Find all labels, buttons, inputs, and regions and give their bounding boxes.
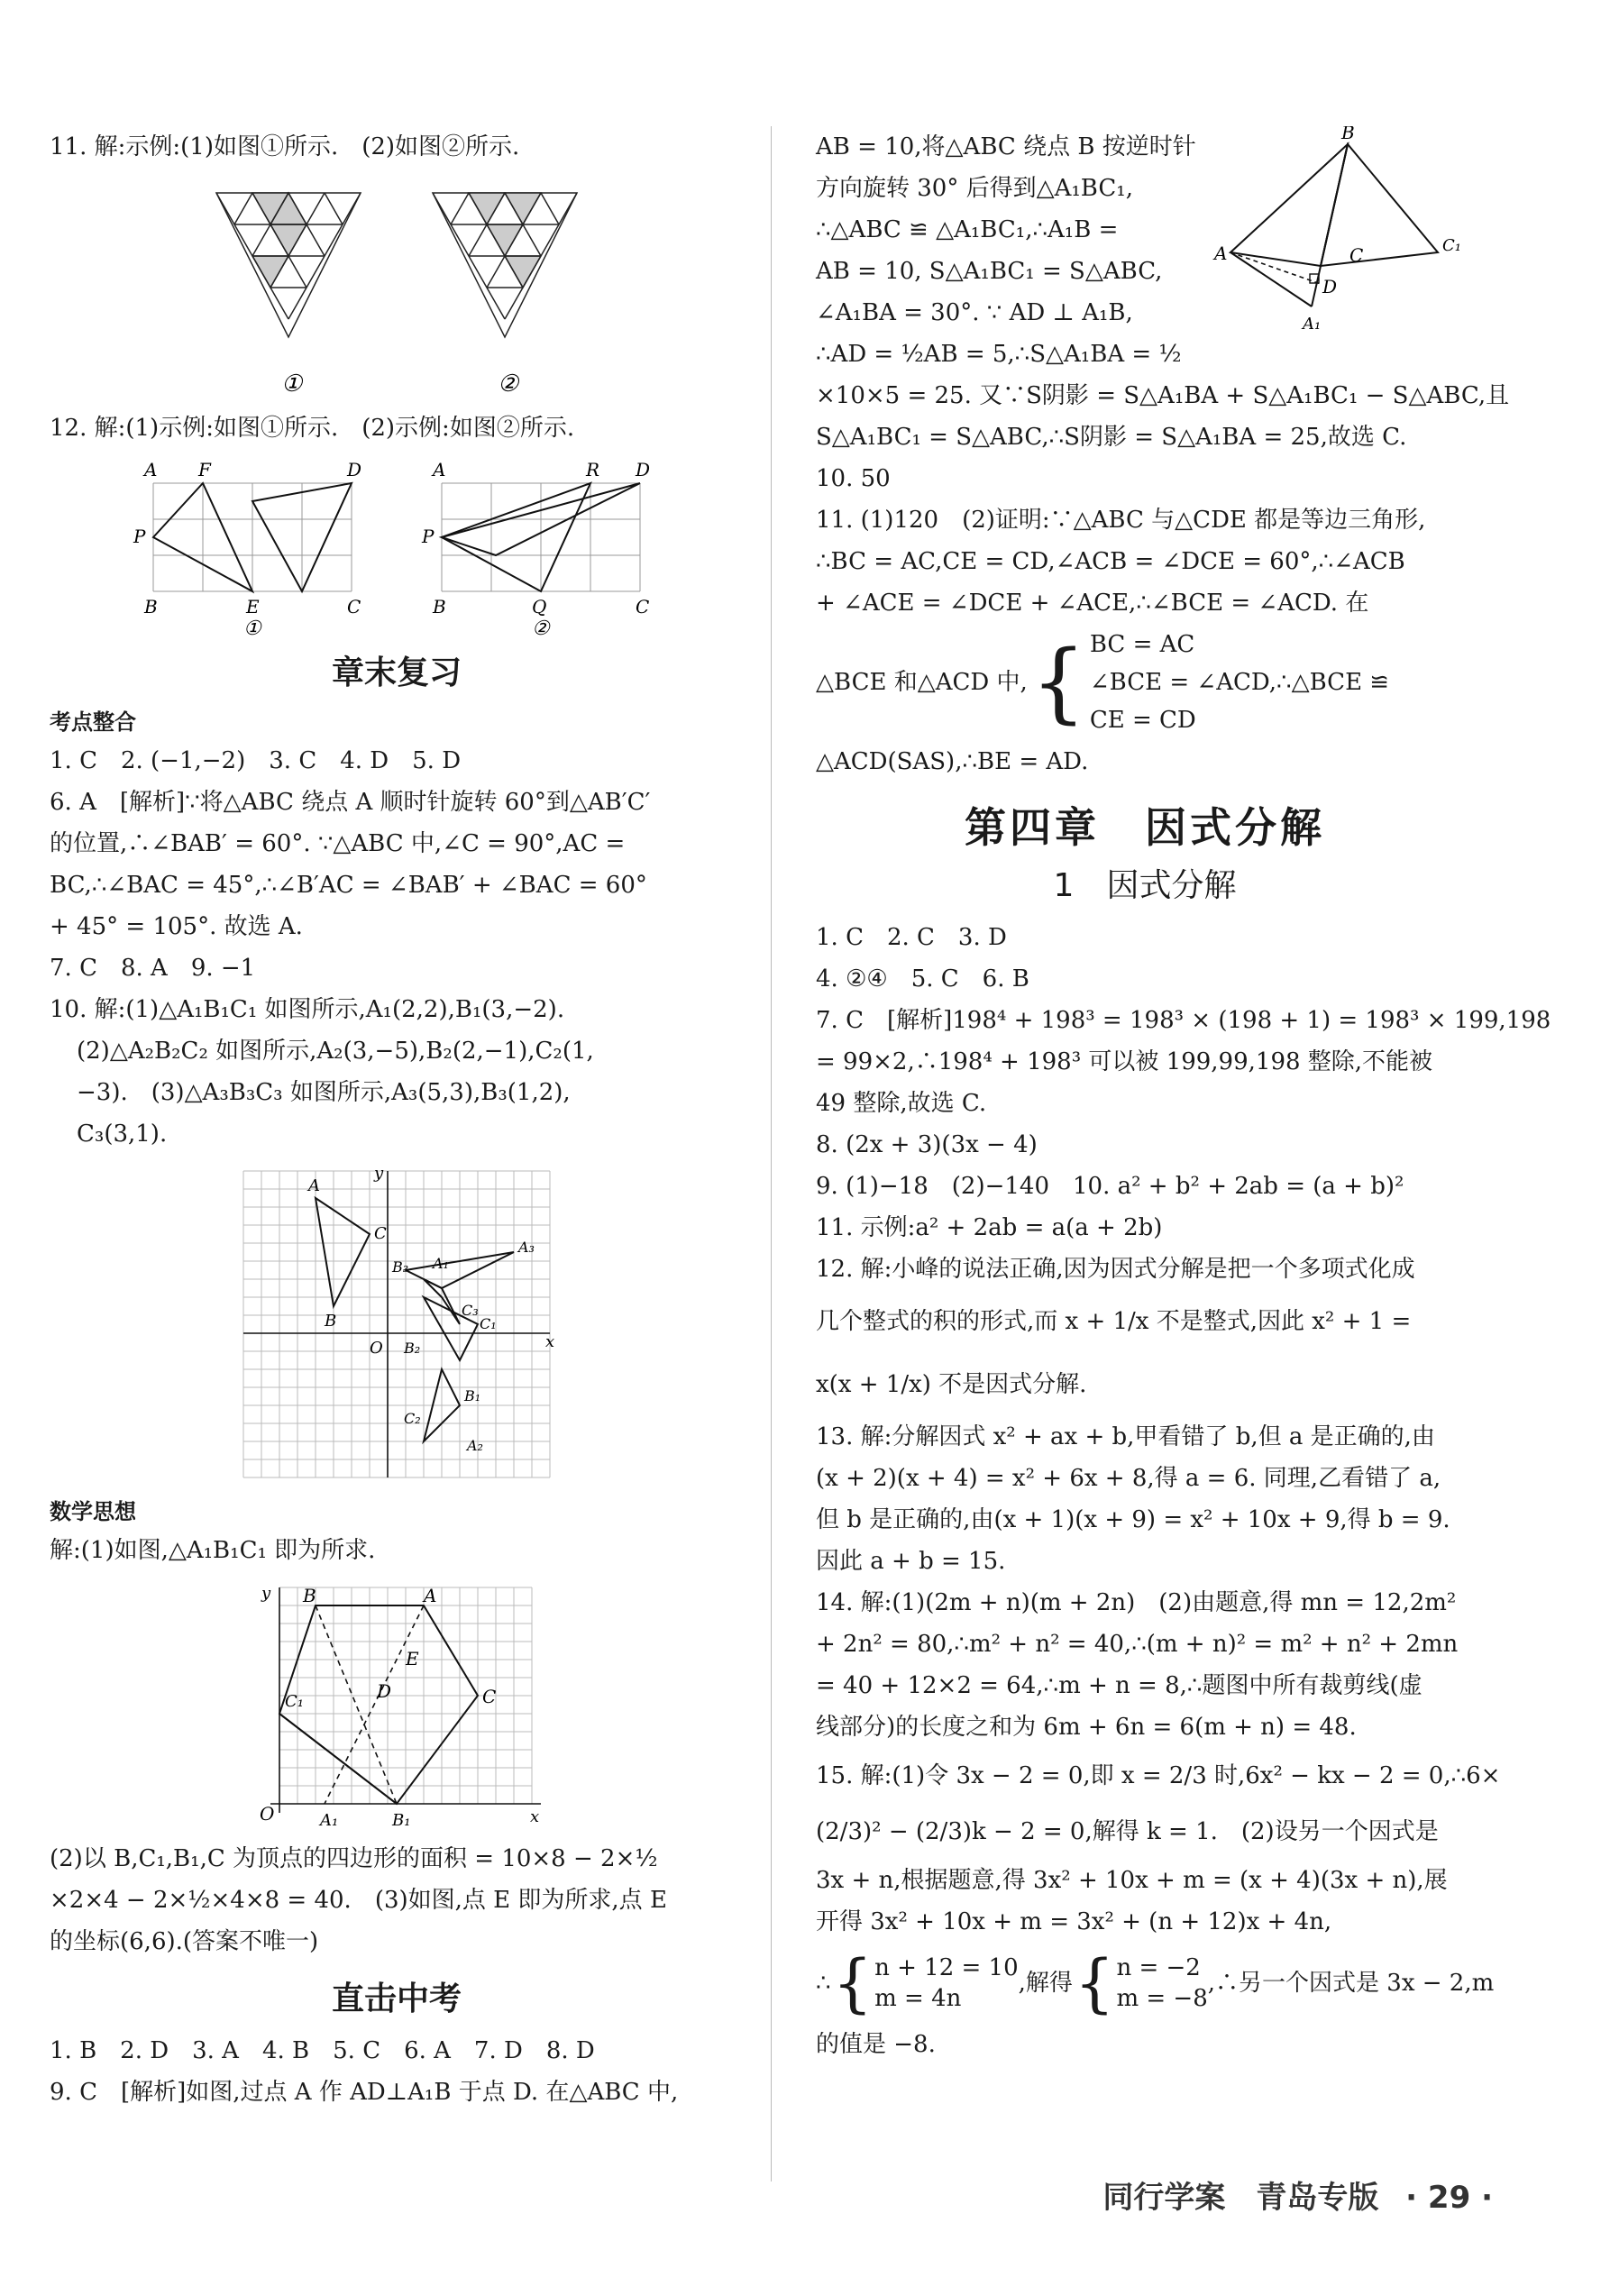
fig10-C: C [374,1224,387,1243]
figsx-y: y [261,1584,271,1603]
sx-line-3: ×2×4 − 2×½×4×8 = 40. (3)如图,点 E 即为所求,点 E [50,1887,667,1914]
fig12b-num: ② [532,617,550,636]
s-sys-c: n = −2 [1116,1954,1201,1981]
fig10-B: B [325,1312,337,1331]
r-sys-2: ∠BCE = ∠ACD,∴△BCE ≌ [1089,669,1390,696]
r-line-3: ∴△ABC ≌ △A₁BC₁,∴A₁B = [816,216,1119,243]
zhiji-heading: 直击中考 [331,1980,462,2017]
fig12b-R: R [586,459,600,480]
kd-line-4: BC,∴∠BAC = 45°,∴∠B′AC = ∠BAB′ + ∠BAC = 60° [50,872,647,899]
sixiang-heading: 数学思想 [50,1499,136,1524]
r-line-10: 11. (1)120 (2)证明:∵△ABC 与△CDE 都是等边三角形, [816,507,1426,534]
right-column [816,126,1551,2065]
sx-line-4: 的坐标(6,6).(答案不唯一) [50,1928,319,1955]
figsx-A1: A₁ [320,1811,339,1830]
fig12b-D: D [636,459,651,480]
s-line-12: 13. 解:分解因式 x² + ax + b,甲看错了 b,但 a 是正确的,由 [816,1423,1435,1450]
r-line-6: ∴AD = ½AB = 5,∴S△A₁BA = ½ [816,341,1182,368]
s-sys-mid: ,解得 [1018,1970,1073,1997]
kd-line-8: (2)△A₂B₂C₂ 如图所示,A₂(3,−5),B₂(2,−1),C₂(1, [77,1038,594,1065]
brace-1: { [832,1946,874,2020]
r-sys-1: BC = AC [1089,631,1195,658]
fig10-A: A [308,1176,320,1195]
kd-line-6: 7. C 8. A 9. −1 [50,955,256,982]
s-line-7: 9. (1)−18 (2)−140 10. a² + b² + 2ab = (a + b)² [816,1173,1404,1200]
figsx-D: D [377,1680,392,1702]
fig12a-E: E [246,596,260,617]
fig10-B2: B₂ [404,1340,421,1357]
r-sys-prefix: △BCE 和△ACD 中, [816,669,1028,696]
s-system-block [816,1943,1495,2024]
fig12b-C: C [636,596,650,617]
fig12a-B: B [144,596,158,617]
footer-brand: 同行学案 青岛专版 [1102,2180,1379,2216]
r-line-9: 10. 50 [816,465,891,492]
fig12b-B: B [433,596,446,617]
r-line-12: + ∠ACE = ∠DCE + ∠ACE,∴∠BCE = ∠ACD. 在 [816,590,1369,617]
fig10-B1: B₁ [464,1387,481,1404]
kd-line-1: 1. C 2. (−1,−2) 3. C 4. D 5. D [50,747,462,774]
s-sys-d: m = −8 [1116,1985,1208,2012]
r-system-block [816,624,1474,741]
s-sys-a: n + 12 = 10 [874,1954,1019,1981]
r-line-7: ×10×5 = 25. 又∵S阴影 = S△A₁BA + S△A₁BC₁ − S△ABC,且 [816,382,1510,409]
fig10-C2: C₂ [404,1410,421,1427]
fig10-A3: A₃ [518,1239,535,1256]
s-line-18: = 40 + 12×2 = 64,∴m + n = 8,∴题图中所有裁剪线(虚 [816,1672,1423,1699]
s-line-9: 12. 解:小峰的说法正确,因为因式分解是把一个多项式化成 [816,1256,1415,1283]
s-line-23: 开得 3x² + 10x + m = 3x² + (n + 12)x + 4n, [816,1908,1332,1935]
figsx-x: x [530,1807,540,1826]
s-line-2: 4. ②④ 5. C 6. B [816,965,1029,992]
r-line-5: ∠A₁BA = 30°. ∵ AD ⊥ A₁B, [816,299,1133,326]
fig10-O: O [370,1339,383,1358]
fig10-x: x [545,1332,555,1351]
s-line-21: (2/3)² − (2/3)k − 2 = 0,解得 k = 1. (2)设另一个因式是 [816,1818,1439,1845]
zj-line-2: 9. C [解析]如图,过点 A 作 AD⊥A₁B 于点 D. 在△ABC 中, [50,2079,679,2106]
s-sys-b: m = 4n [874,1985,962,2012]
fig12b-P: P [422,526,435,547]
s-line-8: 11. 示例:a² + 2ab = a(a + 2b) [816,1214,1163,1241]
fig11-label-1: ① [281,370,303,398]
r-sys-3: CE = CD [1089,707,1196,734]
fig10-A1: A₁ [433,1255,449,1272]
fig12b-Q: Q [532,596,547,617]
s-line-3: 7. C [解析]198⁴ + 198³ = 198³ × (198 + 1) = 198³ × 199,198 [816,1007,1551,1034]
fig12b-A: A [433,459,446,480]
figsx-A: A [424,1585,437,1606]
s-line-11: x(x + 1/x) 不是因式分解. [816,1371,1087,1398]
r-line-4: AB = 10, S△A₁BC₁ = S△ABC, [816,258,1163,285]
s-line-14: 但 b 是正确的,由(x + 1)(x + 9) = x² + 10x + 9,得 b = 9. [816,1506,1450,1533]
figsx-O: O [260,1803,275,1825]
kd-line-10: C₃(3,1). [77,1121,168,1148]
figsx-C1: C₁ [285,1692,304,1711]
s-line-20: 15. 解:(1)令 3x − 2 = 0,即 x = 2/3 时,6x² − kx − 2 = 0,∴6× [816,1762,1501,1789]
figure-12 [50,456,744,636]
therefore-sign: ∴ [816,1970,831,1997]
fig9-A1: A₁ [1303,315,1322,334]
page-number: · 29 · [1405,2180,1493,2216]
fig9-A: A [1214,242,1228,264]
s-line-19: 线部分)的长度之和为 6m + 6n = 6(m + n) = 48. [816,1714,1357,1741]
fig12a-C: C [347,596,361,617]
fig12a-D: D [347,459,362,480]
r-line-8: S△A₁BC₁ = S△ABC,∴S阴影 = S△A₁BA = 25,故选 C. [816,424,1407,451]
figure-10 [50,1162,744,1486]
figsx-B: B [303,1585,316,1606]
fig11-label-2: ② [498,370,519,398]
fig10-y: y [374,1164,384,1183]
sx-line-1: 解:(1)如图,△A₁B₁C₁ 即为所求. [50,1537,376,1564]
s-line-13: (x + 2)(x + 4) = x² + 6x + 8,得 a = 6. 同理,乙看错了 a, [816,1465,1441,1492]
coordinate-grid-10 [234,1162,559,1486]
section-title: 1 因式分解 [1053,867,1237,904]
fig12a-A: A [144,459,158,480]
fig9-C1: C₁ [1442,236,1461,255]
triangle-grid-1 [198,175,379,400]
fig10-C1: C₁ [480,1315,497,1332]
s-line-25: 的值是 −8. [816,2031,936,2058]
left-brace: { [1030,632,1086,733]
rectangle-grid-1 [126,456,379,636]
fig10-B3: B₃ [392,1258,409,1276]
figure-11 [50,175,744,400]
triangle-grid-2 [415,175,595,400]
r-line-2: 方向旋转 30° 后得到△A₁BC₁, [816,175,1133,202]
left-column [50,126,744,2113]
page-footer [1102,2173,1493,2217]
rectangle-grid-2 [415,456,667,636]
column-divider [771,126,772,2182]
q11-text: 11. 解:示例:(1)如图①所示. (2)如图②所示. [50,133,520,160]
review-heading: 章末复习 [331,654,462,691]
r-line-1: AB = 10,将△ABC 绕点 B 按逆时针 [816,133,1196,160]
s-line-6: 8. (2x + 3)(3x − 4) [816,1131,1038,1158]
fig12a-num: ① [243,617,261,636]
coordinate-grid-sx [243,1578,550,1831]
s-line-16: 14. 解:(1)(2m + n)(m + 2n) (2)由题意,得 mn = 12,2m² [816,1589,1457,1616]
figure-9 [1212,126,1465,343]
fig12a-P: P [133,526,146,547]
figsx-B1: B₁ [392,1811,411,1830]
r-line-11: ∴BC = AC,CE = CD,∠ACB = ∠DCE = 60°,∴∠ACB [816,548,1405,575]
fig9-D: D [1322,276,1338,297]
fig10-A2: A₂ [467,1437,483,1454]
kd-line-7: 10. 解:(1)△A₁B₁C₁ 如图所示,A₁(2,2),B₁(3,−2). [50,996,565,1023]
s-line-5: 49 整除,故选 C. [816,1090,987,1117]
s-line-1: 1. C 2. C 3. D [816,924,1007,951]
q12-text: 12. 解:(1)示例:如图①所示. (2)示例:如图②所示. [50,415,575,442]
sx-line-2: (2)以 B,C₁,B₁,C 为顶点的四边形的面积 = 10×8 − 2×½ [50,1845,658,1872]
s-line-15: 因此 a + b = 15. [816,1548,1006,1575]
kd-line-5: + 45° = 105°. 故选 A. [50,913,303,940]
fig9-C: C [1349,244,1364,266]
kd-line-3: 的位置,∴∠BAB′ = 60°. ∵△ABC 中,∠C = 90°,AC = [50,830,626,857]
figsx-E: E [406,1648,419,1669]
brace-2: { [1074,1946,1115,2020]
kd-line-2: 6. A [解析]∵将△ABC 绕点 A 顺时针旋转 60°到△AB′C′ [50,789,651,816]
s-line-17: + 2n² = 80,∴m² + n² = 40,∴(m + n)² = m² + n² + 2mn [816,1631,1459,1658]
figsx-C: C [482,1686,497,1707]
figure-sx [50,1578,744,1831]
kaodian-heading: 考点整合 [50,709,136,735]
s-line-22: 3x + n,根据题意,得 3x² + 10x + m = (x + 4)(3x + n),展 [816,1867,1448,1894]
fig12a-F: F [198,459,211,480]
r-line-13: △ACD(SAS),∴BE = AD. [816,748,1089,775]
chapter-title: 第四章 因式分解 [965,803,1325,852]
s-line-4: = 99×2,∴198⁴ + 198³ 可以被 199,99,198 整除,不能被 [816,1048,1433,1075]
s-sys-end: ,∴另一个因式是 3x − 2,m [1207,1970,1495,1997]
s-line-10: 几个整式的积的形式,而 x + 1/x 不是整式,因此 x² + 1 = [816,1308,1412,1335]
fig10-C3: C₃ [462,1302,479,1319]
kd-line-9: −3). (3)△A₃B₃C₃ 如图所示,A₃(5,3),B₃(1,2), [77,1079,571,1106]
fig9-B: B [1341,126,1355,143]
zj-line-1: 1. B 2. D 3. A 4. B 5. C 6. A 7. D 8. D [50,2037,595,2064]
